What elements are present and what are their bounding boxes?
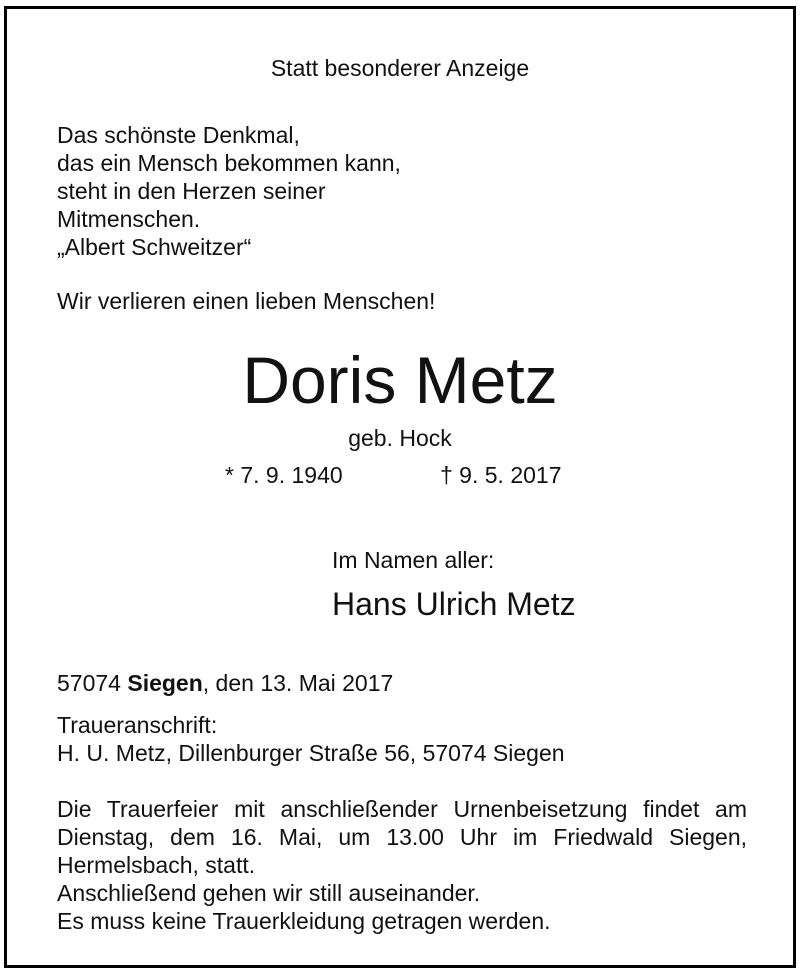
service-line: Dienstag, dem 16. Mai, um 13.00 Uhr im Friedwald Siegen,: [57, 824, 747, 850]
death-date: † 9. 5. 2017: [440, 462, 562, 488]
place-city: Siegen: [127, 670, 203, 696]
maiden-name: geb. Hock: [348, 425, 452, 451]
notice-header: Statt besonderer Anzeige: [270, 55, 530, 81]
quote-line: das ein Mensch bekommen kann,: [57, 150, 401, 176]
quote-line: steht in den Herzen seiner: [57, 178, 326, 204]
service-line: Hermelsbach, statt.: [57, 852, 256, 878]
on-behalf-label: Im Namen aller:: [332, 547, 495, 573]
service-info: [57, 795, 747, 935]
place-zip: 57074: [57, 670, 121, 696]
service-line: Es muss keine Trauerkleidung getragen werden.: [57, 908, 551, 934]
notice-frame: [4, 6, 796, 968]
service-line: Anschließend gehen wir still auseinander.: [57, 880, 481, 906]
deceased-name: Doris Metz: [242, 343, 558, 417]
quote-line: Das schönste Denkmal,: [57, 122, 300, 148]
place-date: , den 13. Mai 2017: [202, 670, 394, 696]
loss-statement: Wir verlieren einen lieben Menschen!: [57, 288, 436, 314]
mourning-address: H. U. Metz, Dillenburger Straße 56, 57074 Siegen: [57, 740, 565, 766]
quote-line: Mitmenschen.: [57, 206, 201, 232]
birth-date: * 7. 9. 1940: [225, 462, 343, 488]
address-label: Traueranschrift:: [57, 712, 218, 738]
service-line: Die Trauerfeier mit anschließender Urnenbeisetzung findet am: [57, 796, 747, 822]
place-date-line: [57, 669, 393, 697]
quote-attribution: „Albert Schweitzer“: [57, 234, 252, 260]
signer-name: Hans Ulrich Metz: [332, 586, 576, 622]
quote-block: [57, 121, 401, 261]
